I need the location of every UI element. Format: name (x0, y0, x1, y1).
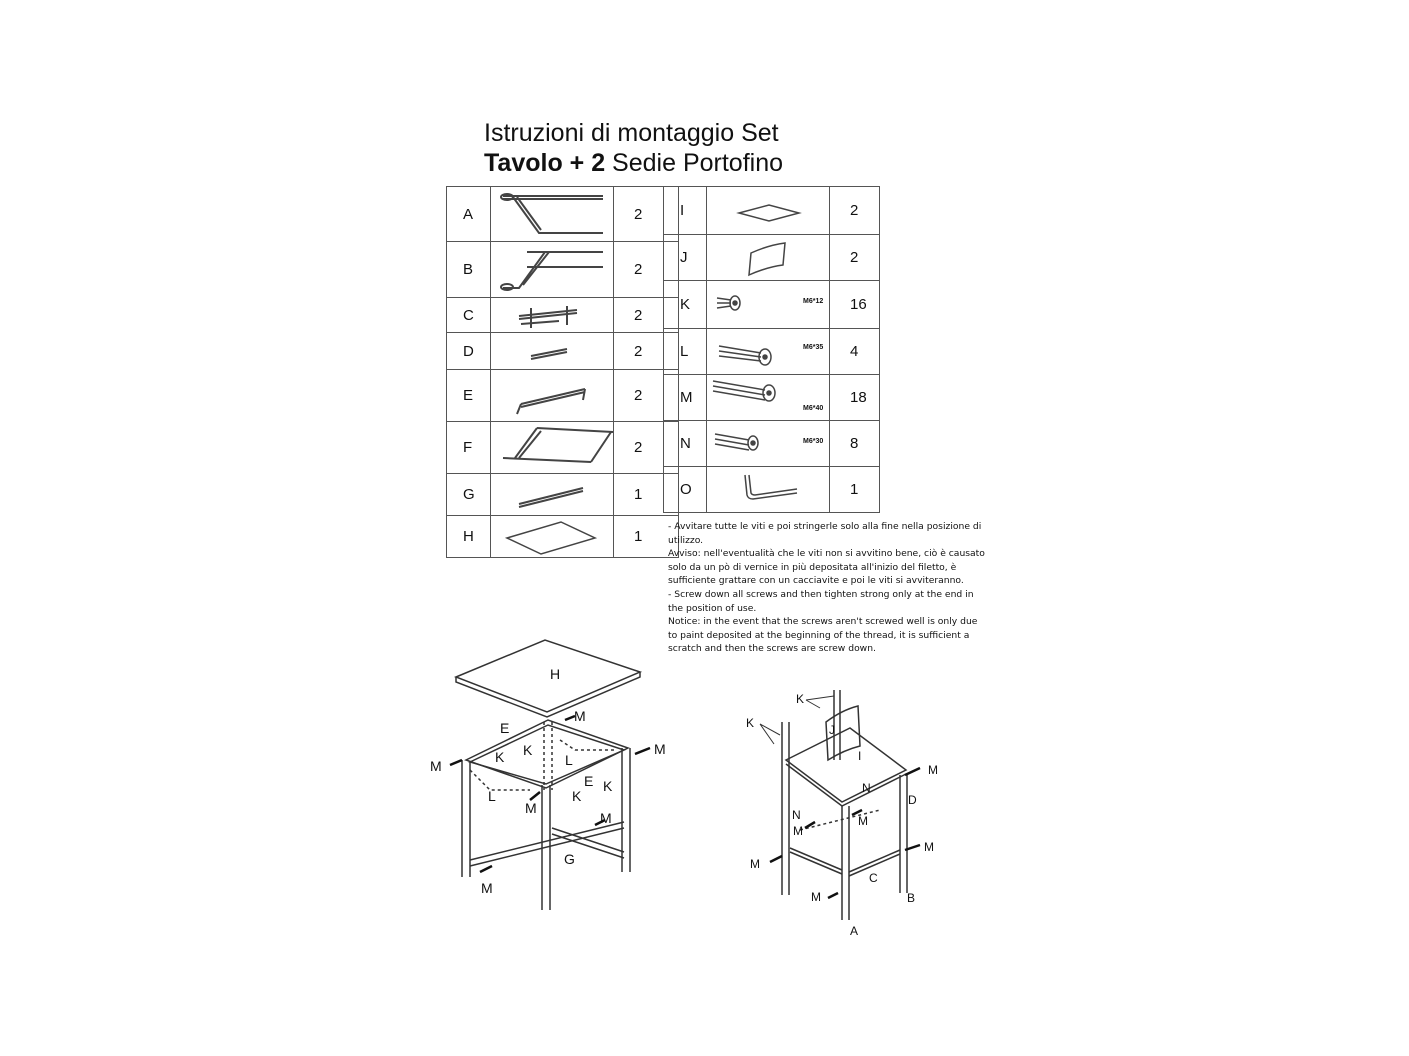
label-l: L (565, 752, 573, 768)
label-m: M (525, 800, 537, 816)
label-l: L (488, 788, 496, 804)
label-k: K (495, 749, 505, 765)
doc-title-bold: Tavolo + 2 (484, 149, 606, 177)
label-k: K (572, 788, 582, 804)
screw-spec: M6*30 (803, 438, 824, 445)
doc-title-rest: Sedie Portofino (605, 149, 784, 177)
part-qty: 2 (614, 187, 679, 242)
label-k: K (746, 716, 755, 730)
label-m: M (574, 708, 586, 724)
label-e: E (500, 720, 510, 736)
part-qty: 4 (830, 329, 880, 375)
label-m: M (481, 880, 493, 896)
part-code: O (664, 467, 707, 513)
assembly-notes: - Avvitare tutte le viti e poi stringerle solo alla fine nella posizione di utilizzo. Avviso: nell'eventualità che le viti non si avvitino bene, ciò è causato solo da un pò di vernice in più depositata all'inizio del filetto, è sufficiente grattare con un cacciavite e poi le viti si avviteranno. - Screw down all screws and then tighten strong only at the end in the position of use. Notice: in the event that the screws aren't screwed well is only due to paint deposited at the beginning of the thread, it is sufficient a scratch and then the screws are screw down. (668, 521, 985, 655)
part-qty: 1 (614, 474, 679, 516)
label-a: A (850, 924, 859, 938)
part-qty: 8 (830, 421, 880, 467)
part-code: I (664, 187, 707, 235)
label-m: M (600, 810, 612, 826)
label-m: M (430, 758, 442, 774)
label-m: M (654, 741, 666, 757)
doc-title-line1: Istruzioni di montaggio Set (484, 119, 779, 147)
part-qty: 1 (830, 467, 880, 513)
part-qty: 2 (614, 242, 679, 298)
label-e: E (584, 773, 594, 789)
part-code: M (664, 375, 707, 421)
label-k: K (603, 778, 613, 794)
label-m: M (858, 814, 868, 828)
label-c: C (869, 871, 878, 885)
part-qty: 2 (830, 235, 880, 281)
part-qty: 16 (830, 281, 880, 329)
part-code: J (664, 235, 707, 281)
screw-spec: M6*35 (803, 344, 824, 351)
label-m: M (811, 890, 821, 904)
part-code: L (664, 329, 707, 375)
part-qty: 2 (614, 298, 679, 333)
label-k: K (523, 742, 533, 758)
label-d: D (908, 793, 917, 807)
screw-spec: M6*40 (803, 405, 824, 412)
part-qty: 2 (614, 370, 679, 422)
label-m: M (924, 840, 934, 854)
label-h: H (550, 666, 561, 682)
label-k: K (796, 692, 805, 706)
part-code: K (664, 281, 707, 329)
label-g: G (564, 851, 575, 867)
label-j: J (829, 723, 835, 737)
part-code: A (447, 187, 491, 242)
label-m: M (928, 763, 938, 777)
part-code: N (664, 421, 707, 467)
part-code: B (447, 242, 491, 298)
part-qty: 2 (614, 422, 679, 474)
part-code: H (447, 516, 491, 558)
part-qty: 2 (614, 333, 679, 370)
label-i: I (858, 749, 862, 763)
part-qty: 2 (830, 187, 880, 235)
label-m: M (750, 857, 760, 871)
part-qty: 18 (830, 375, 880, 421)
label-b: B (907, 891, 916, 905)
label-n: N (792, 808, 801, 822)
part-code: C (447, 298, 491, 333)
part-code: F (447, 422, 491, 474)
part-code: E (447, 370, 491, 422)
part-code: D (447, 333, 491, 370)
label-m: M (793, 824, 803, 838)
label-n: N (862, 781, 871, 795)
part-code: G (447, 474, 491, 516)
part-qty: 1 (614, 516, 679, 558)
screw-spec: M6*12 (803, 298, 824, 305)
